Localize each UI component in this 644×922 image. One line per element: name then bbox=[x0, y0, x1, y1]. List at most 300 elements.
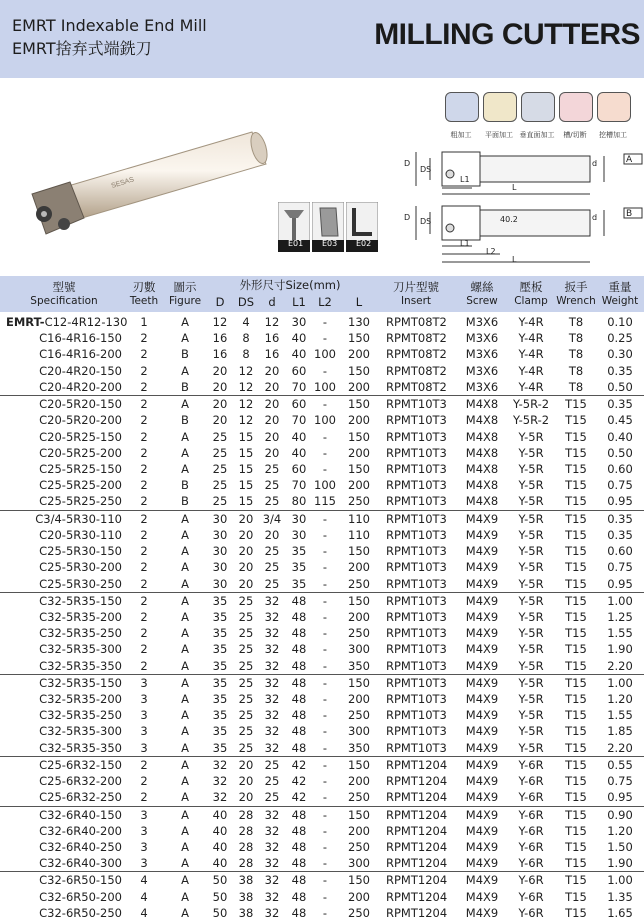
cell-fig: A bbox=[181, 315, 189, 329]
cell-d: 35 bbox=[212, 708, 228, 723]
cell-fig: A bbox=[181, 724, 189, 739]
cell-insert: RPMT10T3 bbox=[386, 560, 447, 575]
table-row bbox=[0, 807, 644, 823]
cell-l2: - bbox=[322, 429, 328, 444]
cell-l: 200 bbox=[348, 609, 370, 624]
cell-insert: RPMT10T3 bbox=[386, 494, 447, 509]
cell-teeth: 2 bbox=[140, 626, 148, 641]
cell-spec bbox=[6, 889, 122, 905]
spec-code: C20-4R20-200 bbox=[39, 379, 122, 394]
cell-screw: M4X8 bbox=[465, 445, 499, 460]
cell-clamp: Y-5R bbox=[518, 658, 544, 673]
cell-d: 25 bbox=[264, 478, 280, 493]
table-row bbox=[0, 527, 644, 543]
cell-teeth: 3 bbox=[140, 807, 148, 822]
cell-d: 35 bbox=[212, 692, 228, 707]
cell-insert: RPMT10T3 bbox=[386, 724, 447, 739]
cell-spec bbox=[6, 314, 128, 330]
cell-clamp: Y-5R bbox=[518, 675, 544, 690]
col-d-shank: d bbox=[268, 295, 276, 309]
cell-l: 250 bbox=[348, 626, 370, 641]
cell-teeth: 2 bbox=[140, 658, 148, 673]
cell-fig: A bbox=[181, 856, 189, 871]
cell-spec bbox=[6, 757, 122, 773]
cell-clamp: Y-6R bbox=[518, 856, 544, 871]
cell-l2: - bbox=[322, 757, 328, 772]
cell-insert: RPMT10T3 bbox=[386, 593, 447, 608]
cell-insert: RPMT10T3 bbox=[386, 413, 447, 428]
cell-l: 250 bbox=[348, 494, 370, 509]
cell-ds: 38 bbox=[238, 905, 254, 920]
cell-screw: M4X9 bbox=[465, 807, 499, 822]
cell-screw: M4X9 bbox=[465, 889, 499, 904]
cell-spec bbox=[6, 477, 122, 493]
cell-wrench: T15 bbox=[565, 511, 587, 526]
cell-fig: A bbox=[181, 626, 189, 641]
cell-fig: A bbox=[181, 692, 189, 707]
cell-fig: B bbox=[181, 413, 189, 428]
cell-weight: 0.50 bbox=[607, 379, 633, 394]
table-row bbox=[0, 412, 644, 428]
cell-d: 35 bbox=[212, 658, 228, 673]
cell-clamp: Y-4R bbox=[518, 379, 544, 394]
table-row bbox=[0, 593, 644, 609]
cell-insert: RPMT10T3 bbox=[386, 692, 447, 707]
cell-spec bbox=[6, 493, 122, 509]
spec-code: C20-4R20-150 bbox=[39, 363, 122, 378]
cell-l: 250 bbox=[348, 576, 370, 591]
cell-spec bbox=[6, 658, 122, 674]
col-weight-zh: 重量 bbox=[608, 280, 632, 294]
cell-insert: RPMT08T2 bbox=[386, 315, 447, 329]
spec-code: C20-5R25-200 bbox=[39, 445, 122, 460]
cell-ds: 12 bbox=[238, 379, 254, 394]
cell-l1: 42 bbox=[291, 757, 307, 772]
cell-clamp: Y-5R bbox=[518, 609, 544, 624]
cell-wrench: T15 bbox=[565, 461, 587, 476]
cell-d: 12 bbox=[264, 315, 280, 329]
table-row bbox=[0, 723, 644, 739]
col-clamp-en: Clamp bbox=[514, 295, 548, 307]
cell-d: 25 bbox=[264, 461, 280, 476]
diagram-a-type-label: A bbox=[626, 155, 633, 165]
table-row bbox=[0, 625, 644, 641]
cell-l: 250 bbox=[348, 790, 370, 805]
cell-ds: 38 bbox=[238, 873, 254, 888]
cell-weight: 1.65 bbox=[607, 905, 633, 920]
cell-teeth: 3 bbox=[140, 675, 148, 690]
cell-clamp: Y-5R bbox=[518, 708, 544, 723]
op-pocketing-label: 挖槽加工 bbox=[599, 131, 627, 139]
cell-insert: RPMT08T2 bbox=[386, 331, 447, 346]
cell-clamp: Y-5R bbox=[518, 544, 544, 559]
cell-screw: M4X9 bbox=[465, 609, 499, 624]
op-facing-label: 平面加工 bbox=[485, 131, 513, 139]
cell-d: 32 bbox=[264, 626, 280, 641]
spec-code: C32-6R40-200 bbox=[39, 823, 122, 838]
cell-wrench: T15 bbox=[565, 609, 587, 624]
cell-l1: 48 bbox=[291, 724, 307, 739]
cell-screw: M4X9 bbox=[465, 560, 499, 575]
cell-weight: 1.25 bbox=[607, 609, 633, 624]
cell-l: 110 bbox=[348, 527, 370, 542]
cell-weight: 0.75 bbox=[607, 774, 633, 789]
table-row bbox=[0, 461, 644, 477]
cell-l2: - bbox=[322, 445, 328, 460]
cell-wrench: T15 bbox=[565, 429, 587, 444]
cell-fig: A bbox=[181, 363, 189, 378]
cell-d: 32 bbox=[212, 790, 228, 805]
cell-screw: M4X9 bbox=[465, 840, 499, 854]
cell-ds: 15 bbox=[238, 429, 254, 444]
cell-fig: B bbox=[181, 347, 189, 362]
cell-fig: A bbox=[181, 675, 189, 690]
cell-weight: 1.20 bbox=[607, 692, 633, 707]
cell-fig: A bbox=[181, 397, 189, 412]
cell-l1: 30 bbox=[291, 511, 307, 526]
table-body bbox=[0, 314, 644, 921]
cell-wrench: T15 bbox=[565, 527, 587, 542]
cell-l2: - bbox=[322, 331, 328, 346]
cell-fig: A bbox=[181, 740, 189, 755]
cell-ds: 15 bbox=[238, 445, 254, 460]
cell-l2: - bbox=[322, 511, 328, 526]
cell-spec bbox=[6, 740, 122, 756]
cell-teeth: 3 bbox=[140, 692, 148, 707]
cell-l: 150 bbox=[348, 873, 370, 888]
cell-spec bbox=[6, 363, 122, 379]
cell-screw: M4X9 bbox=[465, 544, 499, 559]
cell-clamp: Y-5R bbox=[518, 593, 544, 608]
cell-d: 32 bbox=[264, 658, 280, 673]
cell-weight: 0.45 bbox=[607, 413, 633, 428]
table-row bbox=[0, 773, 644, 789]
cell-insert: RPMT10T3 bbox=[386, 527, 447, 542]
cell-l: 150 bbox=[348, 675, 370, 690]
cell-teeth: 2 bbox=[140, 544, 148, 559]
cell-ds: 28 bbox=[238, 840, 254, 854]
cell-wrench: T15 bbox=[565, 757, 587, 772]
cell-d: 40 bbox=[212, 856, 228, 871]
diagram-b-type-label: B bbox=[626, 209, 633, 219]
spec-code: C20-5R20-150 bbox=[39, 397, 122, 412]
cell-weight: 0.10 bbox=[607, 315, 633, 329]
col-screw-zh: 螺絲 bbox=[470, 280, 494, 294]
cell-l: 250 bbox=[348, 840, 370, 854]
col-wrench-zh: 扳手 bbox=[564, 280, 588, 294]
cell-spec bbox=[6, 872, 122, 888]
cell-spec bbox=[6, 855, 122, 871]
cell-d: 32 bbox=[212, 757, 228, 772]
cell-wrench: T15 bbox=[565, 397, 587, 412]
cell-clamp: Y-4R bbox=[518, 347, 544, 362]
cell-teeth: 2 bbox=[140, 413, 148, 428]
spec-code: C25-6R32-150 bbox=[39, 757, 122, 772]
cell-weight: 0.90 bbox=[607, 807, 633, 822]
cell-insert: RPMT10T3 bbox=[386, 708, 447, 723]
op-shoulder-icon bbox=[521, 92, 555, 122]
cell-weight: 1.55 bbox=[607, 626, 633, 641]
spec-prefix: EMRT- bbox=[6, 315, 45, 329]
cell-l1: 48 bbox=[291, 740, 307, 755]
cell-d: 20 bbox=[264, 445, 280, 460]
cell-l: 250 bbox=[348, 708, 370, 723]
cell-d: 25 bbox=[264, 560, 280, 575]
cell-ds: 25 bbox=[238, 740, 254, 755]
cell-l: 350 bbox=[348, 740, 370, 755]
cell-l: 200 bbox=[348, 379, 370, 394]
cell-ds: 20 bbox=[238, 774, 254, 789]
col-figure-zh: 圖示 bbox=[173, 280, 197, 294]
table-row bbox=[0, 609, 644, 625]
cell-insert: RPMT08T2 bbox=[386, 379, 447, 394]
tool-label-e02: E02 bbox=[356, 239, 372, 248]
cell-l1: 70 bbox=[291, 478, 307, 493]
table-row bbox=[0, 379, 644, 396]
cell-ds: 15 bbox=[238, 478, 254, 493]
table-row bbox=[0, 477, 644, 493]
page-title-en: EMRT Indexable End Mill bbox=[12, 16, 207, 35]
table-row bbox=[0, 905, 644, 921]
cell-ds: 25 bbox=[238, 593, 254, 608]
spec-code: C32-6R40-250 bbox=[39, 840, 122, 854]
cell-teeth: 4 bbox=[140, 905, 148, 920]
cell-ds: 25 bbox=[238, 626, 254, 641]
cell-l1: 48 bbox=[291, 823, 307, 838]
cell-d: 32 bbox=[264, 708, 280, 723]
cell-d: 16 bbox=[264, 347, 280, 362]
cell-wrench: T15 bbox=[565, 413, 587, 428]
cell-l2: 100 bbox=[314, 379, 336, 394]
cell-d: 25 bbox=[264, 774, 280, 789]
cell-insert: RPMT10T3 bbox=[386, 658, 447, 673]
cell-l: 250 bbox=[348, 905, 370, 920]
cell-l: 150 bbox=[348, 593, 370, 608]
cell-insert: RPMT10T3 bbox=[386, 461, 447, 476]
cell-wrench: T8 bbox=[568, 315, 584, 329]
cell-insert: RPMT1204 bbox=[386, 905, 448, 920]
cell-d: 32 bbox=[264, 823, 280, 838]
spec-code: C25-5R25-150 bbox=[39, 461, 122, 476]
cell-d: 20 bbox=[264, 379, 280, 394]
cell-l2: - bbox=[322, 576, 328, 591]
cell-clamp: Y-5R bbox=[518, 576, 544, 591]
cell-wrench: T15 bbox=[565, 576, 587, 591]
cell-clamp: Y-5R bbox=[518, 461, 544, 476]
cell-fig: A bbox=[181, 527, 189, 542]
cell-d: 12 bbox=[212, 315, 228, 329]
cell-ds: 25 bbox=[238, 609, 254, 624]
cell-l1: 48 bbox=[291, 609, 307, 624]
cell-wrench: T15 bbox=[565, 724, 587, 739]
cell-insert: RPMT08T2 bbox=[386, 347, 447, 362]
cell-spec bbox=[6, 445, 122, 461]
cell-ds: 20 bbox=[238, 511, 254, 526]
cell-l: 200 bbox=[348, 560, 370, 575]
cell-fig: A bbox=[181, 807, 189, 822]
cell-l1: 40 bbox=[291, 347, 307, 362]
cell-l: 300 bbox=[348, 724, 370, 739]
cell-screw: M4X9 bbox=[465, 692, 499, 707]
cell-l: 300 bbox=[348, 642, 370, 657]
op-pocketing-icon bbox=[597, 92, 631, 122]
cell-l: 350 bbox=[348, 658, 370, 673]
cell-fig: B bbox=[181, 379, 189, 394]
col-ds: DS bbox=[237, 295, 255, 309]
spec-code: C32-6R40-150 bbox=[39, 807, 122, 822]
cell-wrench: T8 bbox=[568, 363, 584, 378]
table-row bbox=[0, 740, 644, 757]
spec-code: C32-5R35-300 bbox=[39, 724, 122, 739]
page-header bbox=[0, 0, 644, 78]
cell-l1: 48 bbox=[291, 593, 307, 608]
cell-clamp: Y-6R bbox=[518, 807, 544, 822]
table-row bbox=[0, 429, 644, 445]
cell-clamp: Y-5R bbox=[518, 692, 544, 707]
cell-teeth: 2 bbox=[140, 379, 148, 394]
cell-teeth: 2 bbox=[140, 478, 148, 493]
cell-spec bbox=[6, 379, 122, 395]
cell-clamp: Y-5R bbox=[518, 724, 544, 739]
cell-ds: 28 bbox=[238, 807, 254, 822]
cell-wrench: T15 bbox=[565, 642, 587, 657]
cell-weight: 1.55 bbox=[607, 708, 633, 723]
cell-clamp: Y-4R bbox=[518, 331, 544, 346]
cell-clamp: Y-5R bbox=[518, 560, 544, 575]
cell-d: 32 bbox=[264, 593, 280, 608]
cell-insert: RPMT1204 bbox=[386, 856, 448, 871]
cell-wrench: T15 bbox=[565, 823, 587, 838]
col-screw-en: Screw bbox=[466, 295, 498, 307]
cell-l1: 40 bbox=[291, 331, 307, 346]
operation-icons bbox=[441, 92, 641, 142]
cell-ds: 25 bbox=[238, 708, 254, 723]
cell-ds: 20 bbox=[238, 544, 254, 559]
cell-d: 25 bbox=[212, 445, 228, 460]
cell-spec bbox=[6, 330, 122, 346]
cell-d: 20 bbox=[212, 379, 228, 394]
table-row bbox=[0, 823, 644, 839]
cell-spec bbox=[6, 559, 122, 575]
cell-spec bbox=[6, 905, 122, 921]
cell-wrench: T8 bbox=[568, 331, 584, 346]
cell-ds: 25 bbox=[238, 675, 254, 690]
diagram-a-label-dsm: d bbox=[592, 159, 598, 168]
cell-weight: 0.35 bbox=[607, 527, 633, 542]
cell-insert: RPMT10T3 bbox=[386, 544, 447, 559]
op-slotting-label: 槽/切断 bbox=[563, 131, 587, 139]
cell-d: 32 bbox=[264, 609, 280, 624]
table-row bbox=[0, 872, 644, 888]
cell-ds: 38 bbox=[238, 889, 254, 904]
table-row bbox=[0, 789, 644, 806]
cell-clamp: Y-6R bbox=[518, 790, 544, 805]
cell-l1: 48 bbox=[291, 658, 307, 673]
cell-d: 30 bbox=[212, 544, 228, 559]
cell-l2: - bbox=[322, 397, 328, 412]
cell-teeth: 2 bbox=[140, 774, 148, 789]
cell-screw: M4X9 bbox=[465, 642, 499, 657]
diagram-b-label-angle: 40.2 bbox=[500, 215, 518, 224]
diagram-b-label-d: D bbox=[404, 213, 411, 222]
cell-insert: RPMT1204 bbox=[386, 873, 448, 888]
cell-l: 200 bbox=[348, 692, 370, 707]
cell-ds: 25 bbox=[238, 658, 254, 673]
spec-code: C32-5R35-250 bbox=[39, 626, 122, 641]
cell-screw: M4X9 bbox=[465, 774, 499, 789]
cell-fig: A bbox=[181, 461, 189, 476]
cell-screw: M4X8 bbox=[465, 461, 499, 476]
cell-l2: - bbox=[322, 708, 328, 723]
cell-screw: M4X9 bbox=[465, 708, 499, 723]
cell-l1: 60 bbox=[291, 397, 307, 412]
cell-screw: M4X8 bbox=[465, 429, 499, 444]
spec-code: C32-5R35-150 bbox=[39, 675, 122, 690]
cell-weight: 0.35 bbox=[607, 511, 633, 526]
diagram-a-label-d: D bbox=[404, 159, 411, 168]
cell-fig: B bbox=[181, 478, 189, 493]
cell-d: 50 bbox=[212, 889, 228, 904]
cell-l1: 30 bbox=[291, 315, 307, 329]
cell-screw: M4X8 bbox=[465, 478, 499, 493]
cell-screw: M4X9 bbox=[465, 527, 499, 542]
spec-code: C32-6R50-250 bbox=[39, 905, 122, 920]
cell-l1: 48 bbox=[291, 873, 307, 888]
table-row bbox=[0, 658, 644, 675]
cell-weight: 1.85 bbox=[607, 724, 633, 739]
cell-d: 25 bbox=[212, 478, 228, 493]
cell-l2: - bbox=[322, 724, 328, 739]
cell-wrench: T15 bbox=[565, 708, 587, 723]
cell-screw: M4X9 bbox=[465, 675, 499, 690]
cell-clamp: Y-6R bbox=[518, 840, 544, 854]
cell-l: 110 bbox=[348, 511, 370, 526]
cell-screw: M3X6 bbox=[465, 363, 499, 378]
cell-teeth: 2 bbox=[140, 642, 148, 657]
cell-insert: RPMT10T3 bbox=[386, 429, 447, 444]
cell-clamp: Y-5R bbox=[518, 445, 544, 460]
diagram-b-label-l2: L2 bbox=[486, 247, 496, 256]
cell-d: 16 bbox=[212, 331, 228, 346]
cell-screw: M4X9 bbox=[465, 740, 499, 755]
cell-fig: A bbox=[181, 658, 189, 673]
cell-d: 25 bbox=[264, 544, 280, 559]
cell-teeth: 2 bbox=[140, 397, 148, 412]
cell-clamp: Y-5R bbox=[518, 527, 544, 542]
cell-teeth: 2 bbox=[140, 511, 148, 526]
cell-l1: 70 bbox=[291, 379, 307, 394]
cell-wrench: T15 bbox=[565, 658, 587, 673]
cell-l: 200 bbox=[348, 413, 370, 428]
cell-weight: 0.30 bbox=[607, 347, 633, 362]
cell-d: 20 bbox=[264, 527, 280, 542]
cell-teeth: 2 bbox=[140, 593, 148, 608]
diagram-type-b bbox=[404, 204, 644, 270]
cell-insert: RPMT10T3 bbox=[386, 609, 447, 624]
cell-teeth: 2 bbox=[140, 363, 148, 378]
cell-clamp: Y-6R bbox=[518, 823, 544, 838]
spec-code: C32-5R35-200 bbox=[39, 692, 122, 707]
cell-wrench: T15 bbox=[565, 445, 587, 460]
cell-teeth: 1 bbox=[140, 315, 148, 329]
cell-spec bbox=[6, 593, 122, 609]
cell-clamp: Y-5R bbox=[518, 511, 544, 526]
spec-code: C32-5R35-300 bbox=[39, 642, 122, 657]
diagram-a-label-ds: DS bbox=[420, 165, 432, 174]
cell-fig: A bbox=[181, 905, 189, 920]
cell-spec bbox=[6, 823, 122, 839]
cell-l1: 48 bbox=[291, 905, 307, 920]
